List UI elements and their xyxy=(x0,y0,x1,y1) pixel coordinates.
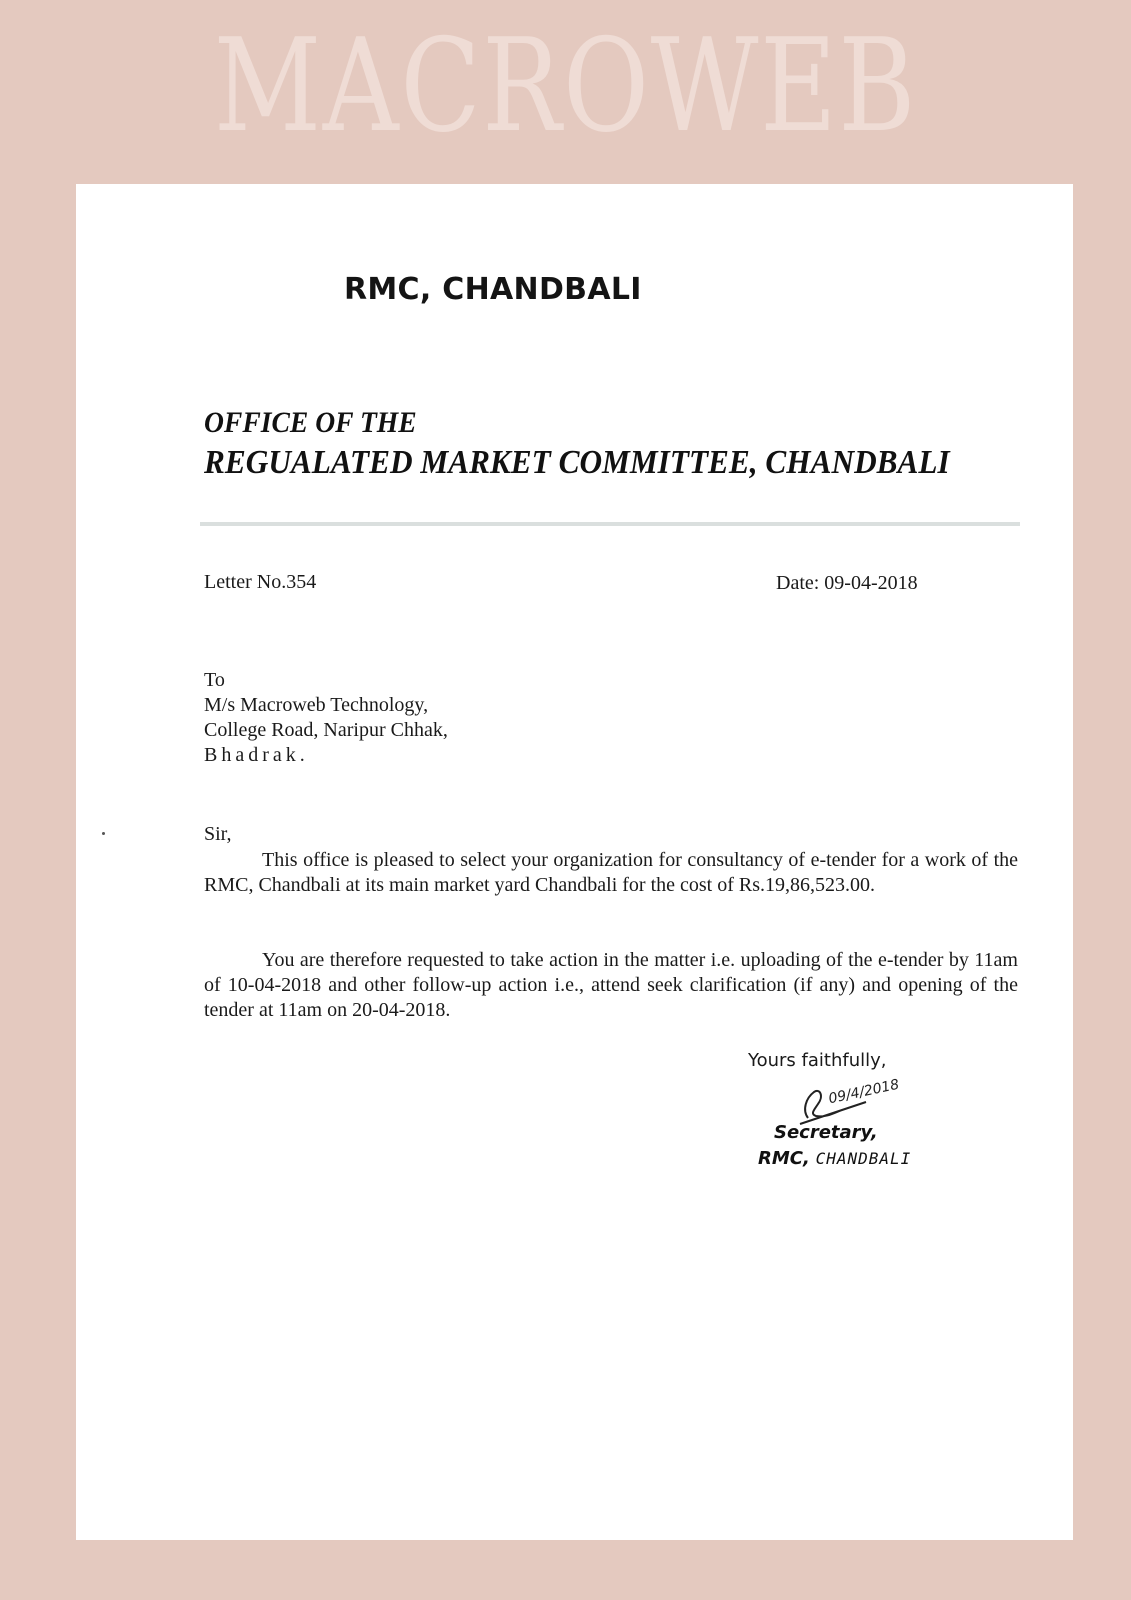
address-line3: Bhadrak. xyxy=(204,744,309,766)
body-paragraph-2: You are therefore requested to take action in the matter i.e. uploading of the e-tender by 11am of 10-04-2018 and other follow-up action i.e., attend seek clarification (if any) and opening of the tender at 11am on 20-04-2018. xyxy=(204,949,1018,1021)
office-title-line1: OFFICE OF THE xyxy=(204,406,417,439)
address-line1: M/s Macroweb Technology, xyxy=(204,694,429,716)
signatory-org-handwritten: CHANDBALI xyxy=(815,1149,912,1168)
recipient-address xyxy=(204,668,448,768)
header-divider xyxy=(200,522,1020,526)
letter-page xyxy=(76,184,1073,1540)
macroweb-watermark: MACROWEB xyxy=(213,12,918,161)
scan-speck xyxy=(102,832,105,835)
letter-header: RMC, CHANDBALI xyxy=(344,272,642,307)
closing: Yours faithfully, xyxy=(748,1050,887,1071)
signatory-organization xyxy=(758,1148,911,1169)
address-to: To xyxy=(204,669,225,691)
signatory-title: Secretary, xyxy=(774,1122,878,1143)
body-paragraph-1: This office is pleased to select your organization for consultancy of e-tender for a work of the RMC, Chandbali at its main market yard Chandbali for the cost of Rs.19,86,523.00. xyxy=(204,849,1018,896)
office-title-line2: REGUALATED MARKET COMMITTEE, CHANDBALI xyxy=(204,444,950,481)
letter-number: Letter No.354 xyxy=(204,571,317,593)
letter-date: Date: 09-04-2018 xyxy=(776,572,918,594)
signature-date: 09/4/2018 xyxy=(827,1076,901,1108)
signatory-org-printed: RMC, xyxy=(758,1148,810,1169)
salutation: Sir, xyxy=(204,823,232,845)
address-line2: College Road, Naripur Chhak, xyxy=(204,719,448,741)
